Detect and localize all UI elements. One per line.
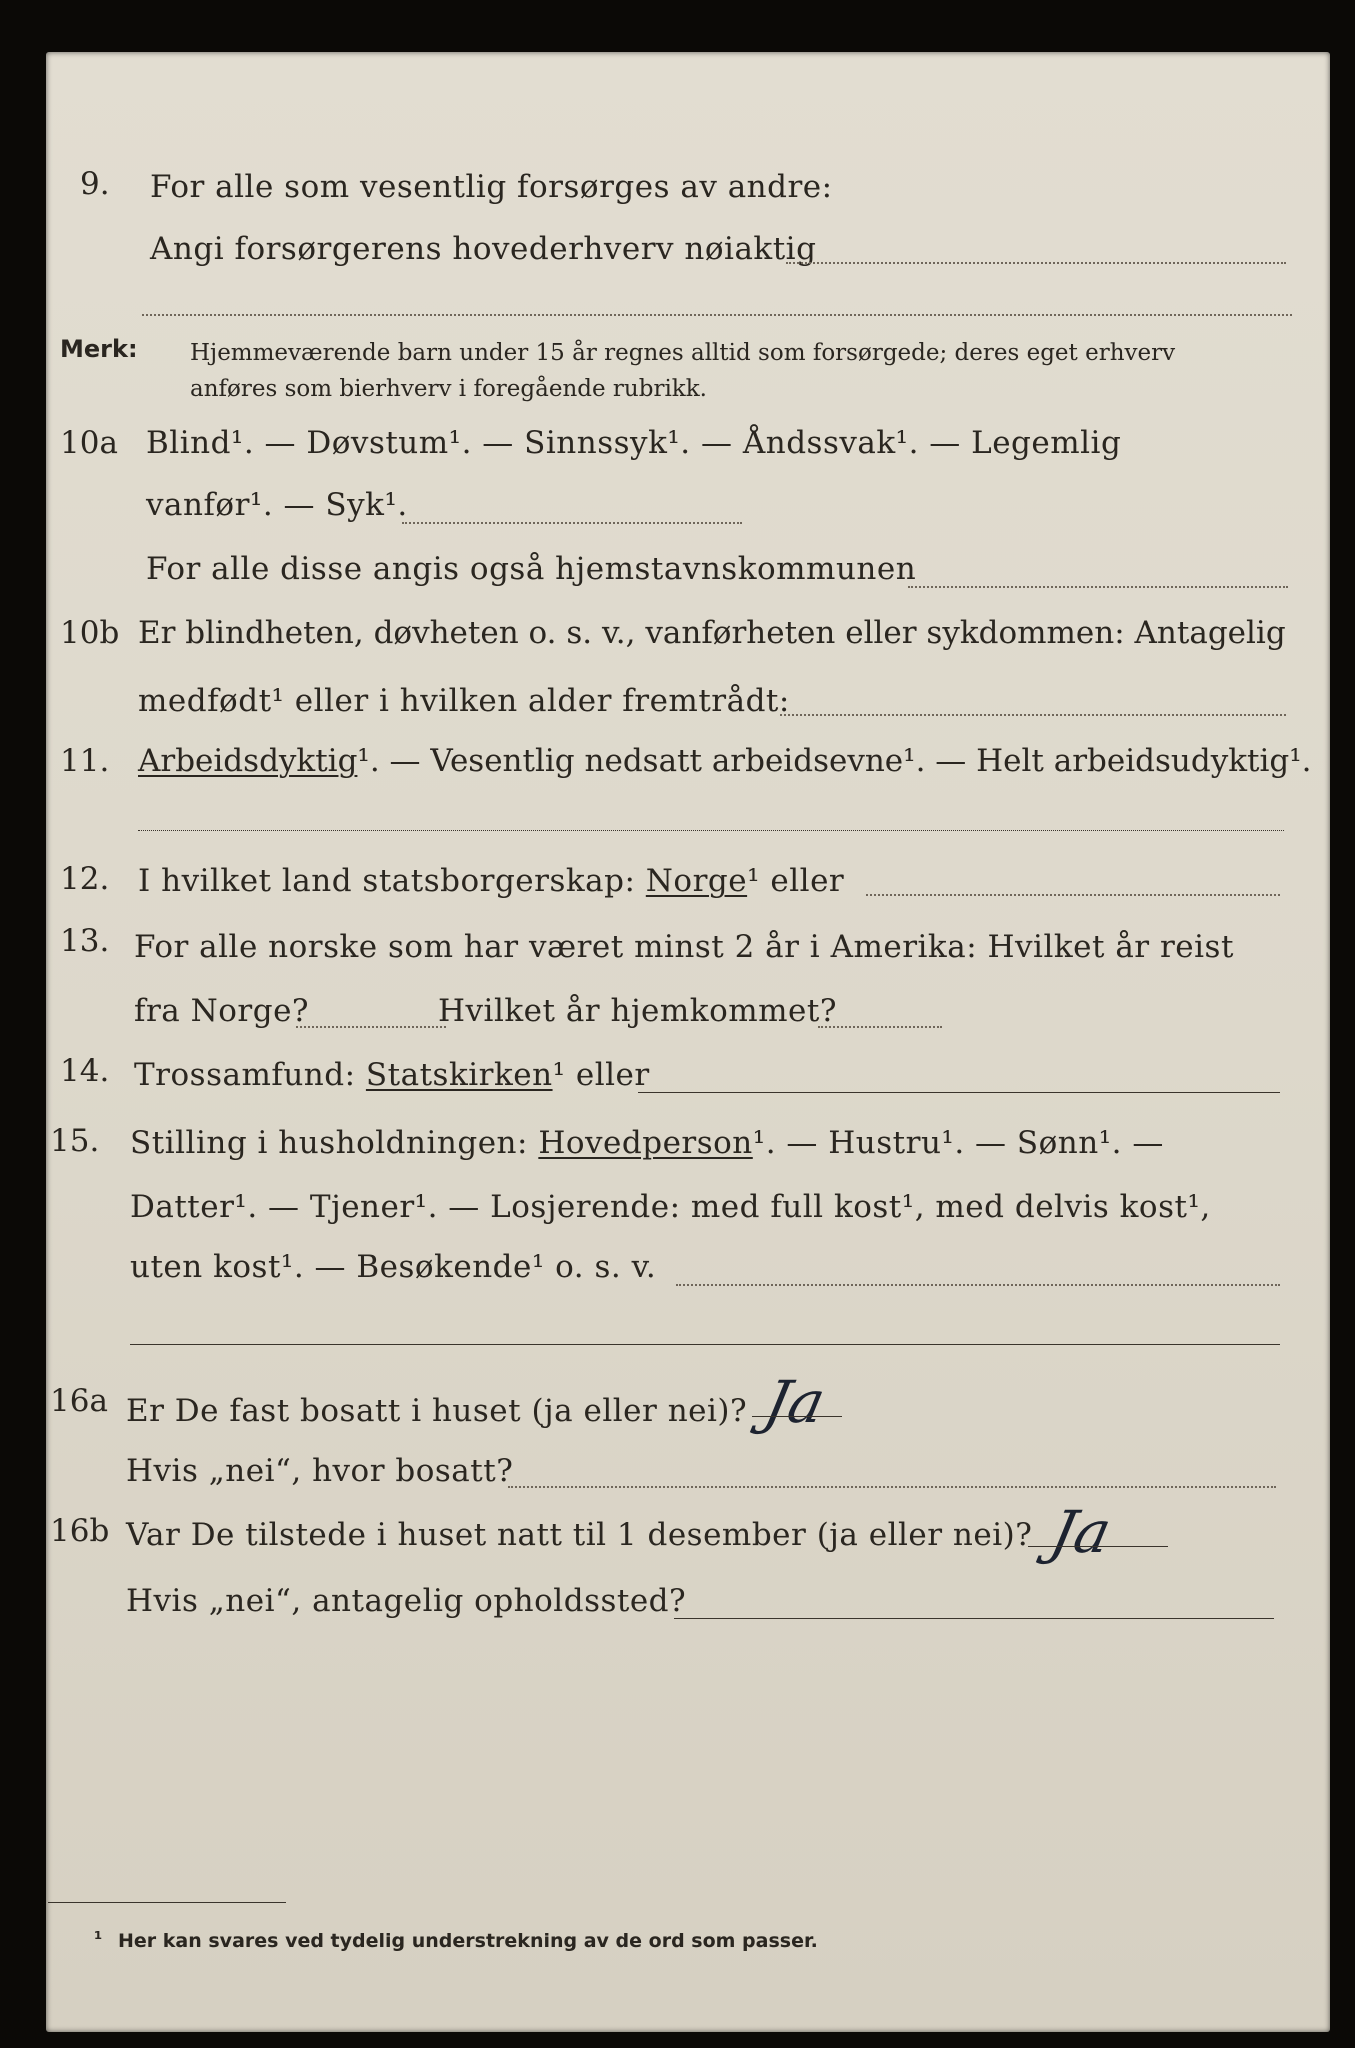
q12-line: [138, 862, 844, 900]
q13-year-returned-fill[interactable]: [818, 1026, 942, 1028]
q14-fill-line[interactable]: [638, 1092, 1280, 1093]
q14-line: [134, 1056, 650, 1094]
q16b-fill-line[interactable]: [674, 1618, 1274, 1619]
q11-option-arbeidsdyktig[interactable]: Arbeidsdyktig: [138, 743, 358, 779]
q11-rest: ¹. — Vesentlig nedsatt arbeidsevne¹. — Helt arbeidsudyktig¹.: [357, 743, 1312, 779]
q10b-line1: Er blindheten, døvheten o. s. v., vanførheten eller sykdommen: Antagelig: [138, 615, 1286, 651]
q14-post: ¹ eller: [552, 1057, 650, 1093]
q16a-line2: Hvis „nei“, hvor bosatt?: [126, 1453, 514, 1489]
footnote-mark: ¹: [94, 1928, 103, 1950]
q11-extra-line[interactable]: [138, 830, 1284, 831]
merk-line2: anføres som bierhverv i foregående rubrikk.: [190, 376, 707, 402]
q15-line1: [130, 1124, 1164, 1162]
census-form-page: [46, 52, 1330, 2032]
q16a-fill-line[interactable]: [508, 1486, 1276, 1488]
q13-line2b: Hvilket år hjemkommet?: [438, 993, 837, 1029]
q9-line2: Angi forsørgerens hovederhverv nøiaktig: [150, 231, 817, 267]
q15-line1-rest: ¹. — Hustru¹. — Sønn¹. —: [752, 1125, 1164, 1161]
q13-line1: For alle norske som har været minst 2 år i Amerika: Hvilket år reist: [134, 929, 1234, 965]
q9-number: 9.: [80, 166, 110, 202]
q9-extra-line[interactable]: [142, 314, 1292, 316]
q10a-fill-line[interactable]: [908, 586, 1288, 588]
q12-number: 12.: [60, 861, 110, 897]
q10b-fill-line[interactable]: [780, 714, 1286, 716]
q12-pre: I hvilket land statsborgerskap:: [138, 863, 636, 899]
q12-fill-line[interactable]: [866, 894, 1280, 896]
q16a-line1: Er De fast bosatt i huset (ja eller nei)?: [126, 1393, 748, 1429]
q10b-line2: medfødt¹ eller i hvilken alder fremtrådt:: [138, 683, 790, 719]
q16b-line1: Var De tilstede i huset natt til 1 desember (ja eller nei)?: [126, 1517, 1033, 1553]
q15-pre: Stilling i husholdningen:: [130, 1125, 528, 1161]
q10a-line3: For alle disse angis også hjemstavnskommunen: [146, 551, 917, 587]
q16b-line2: Hvis „nei“, antagelig opholdssted?: [126, 1583, 687, 1619]
q13-number: 13.: [60, 923, 110, 959]
q14-pre: Trossamfund:: [134, 1057, 356, 1093]
q10a-syk-fill-line[interactable]: [402, 522, 742, 524]
q12-post: ¹ eller: [747, 863, 845, 899]
q9-line1: For alle som vesentlig forsørges av andre:: [150, 169, 833, 205]
q16b-handwritten-answer: Ja: [1044, 1498, 1118, 1566]
q10a-line2: vanfør¹. — Syk¹.: [146, 487, 408, 523]
q16b-answer-line[interactable]: [1028, 1546, 1168, 1547]
footnote-text: Her kan svares ved tydelig understrekning av de ord som passer.: [118, 1930, 818, 1952]
q15-number: 15.: [50, 1123, 100, 1159]
merk-label: Merk:: [60, 335, 138, 363]
q14-number: 14.: [60, 1053, 110, 1089]
q15-line3: uten kost¹. — Besøkende¹ o. s. v.: [130, 1249, 657, 1285]
footnote-rule: [48, 1902, 286, 1903]
q11-number: 11.: [60, 743, 110, 779]
q10b-number: 10b: [60, 615, 120, 651]
q15-option-hovedperson[interactable]: Hovedperson: [538, 1125, 753, 1161]
q16a-number: 16a: [50, 1383, 108, 1419]
q15-fill-line[interactable]: [676, 1284, 1280, 1286]
q16a-handwritten-answer: Ja: [758, 1368, 832, 1436]
q10a-line1: Blind¹. — Døvstum¹. — Sinnssyk¹. — Åndssvak¹. — Legemlig: [146, 425, 1122, 461]
q15-extra-line[interactable]: [130, 1344, 1280, 1345]
q13-year-left-fill[interactable]: [296, 1026, 446, 1028]
q10a-number: 10a: [60, 425, 118, 461]
q9-fill-line[interactable]: [786, 262, 1286, 264]
q16a-answer-line[interactable]: [752, 1416, 842, 1417]
q11-line: [138, 742, 1312, 780]
merk-line1: Hjemmeværende barn under 15 år regnes alltid som forsørgede; deres eget erhverv: [190, 340, 1176, 366]
q14-option-statskirken[interactable]: Statskirken: [365, 1057, 553, 1093]
q12-option-norge[interactable]: Norge: [645, 863, 748, 899]
q15-line2: Datter¹. — Tjener¹. — Losjerende: med full kost¹, med delvis kost¹,: [130, 1189, 1211, 1225]
q16b-number: 16b: [50, 1513, 110, 1549]
q13-line2a: fra Norge?: [134, 993, 310, 1029]
